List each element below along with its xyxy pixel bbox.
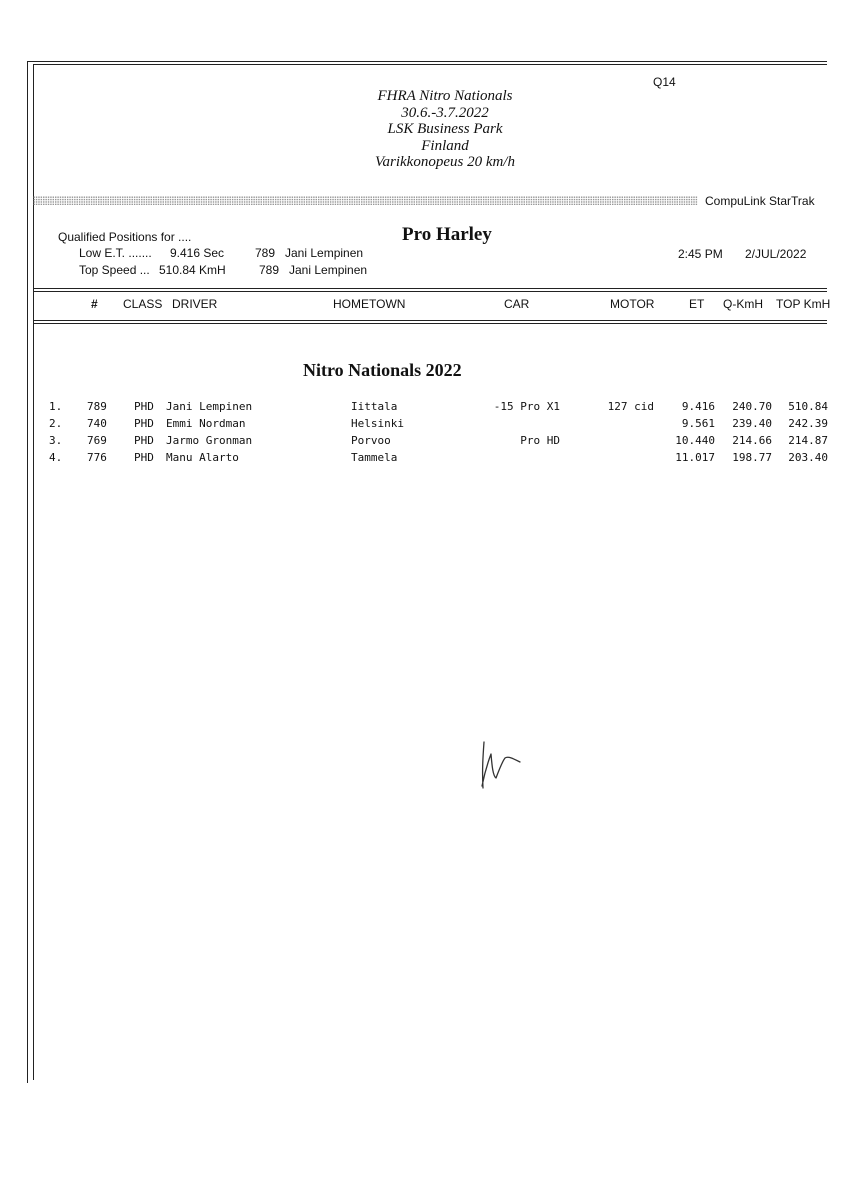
table-row	[0, 451, 848, 467]
top-speed-value: 510.84 KmH	[159, 263, 226, 277]
car-number: 789	[87, 400, 107, 413]
position: 2.	[49, 417, 63, 430]
q-kmh: 198.77	[732, 451, 772, 464]
q-kmh: 239.40	[732, 417, 772, 430]
col-header-motor: MOTOR	[610, 297, 655, 311]
car-number: 740	[87, 417, 107, 430]
hometown: Tammela	[351, 451, 398, 464]
dotted-band	[33, 196, 698, 205]
driver-name: Emmi Nordman	[166, 417, 246, 430]
low-et-value: 9.416 Sec	[170, 246, 225, 260]
motor: 127 cid	[607, 400, 654, 413]
top-speed-number: 789	[259, 263, 280, 277]
hometown: Helsinki	[351, 417, 404, 430]
low-et-number: 789	[255, 246, 276, 260]
col-header-qkmh: Q-KmH	[723, 297, 763, 311]
top-speed-driver: Jani Lempinen	[289, 263, 368, 277]
top-kmh: 214.87	[788, 434, 828, 447]
qualified-label: Qualified Positions for ....	[58, 230, 192, 244]
top-kmh: 510.84	[788, 400, 828, 413]
low-et-driver: Jani Lempinen	[285, 246, 364, 260]
report-time: 2:45 PM	[678, 247, 723, 261]
position: 3.	[49, 434, 63, 447]
col-header-number: #	[91, 297, 98, 311]
top-speed-label: Top Speed ...	[79, 263, 150, 277]
et: 10.440	[675, 434, 715, 447]
car-number: 776	[87, 451, 107, 464]
et: 9.416	[681, 400, 715, 413]
col-header-et: ET	[689, 297, 705, 311]
page-border-top-outer	[27, 61, 827, 62]
q-kmh: 240.70	[732, 400, 772, 413]
col-header-car: CAR	[504, 297, 530, 311]
page-code: Q14	[653, 75, 676, 89]
low-et-label: Low E.T. .......	[79, 246, 152, 260]
class-title: Pro Harley	[402, 224, 492, 245]
system-name: CompuLink StarTrak	[705, 194, 815, 208]
driver-name: Manu Alarto	[166, 451, 239, 464]
col-header-driver: DRIVER	[172, 297, 218, 311]
top-kmh: 242.39	[788, 417, 828, 430]
driver-name: Jani Lempinen	[166, 400, 253, 413]
car: -15 Pro X1	[493, 400, 560, 413]
car-number: 769	[87, 434, 107, 447]
col-header-hometown: HOMETOWN	[333, 297, 406, 311]
et: 11.017	[675, 451, 715, 464]
position: 4.	[49, 451, 63, 464]
col-header-class: CLASS	[123, 297, 163, 311]
class-code: PHD	[134, 451, 154, 464]
event-country: Finland	[421, 137, 469, 154]
top-kmh: 203.40	[788, 451, 828, 464]
position: 1.	[49, 400, 63, 413]
hometown: Iittala	[351, 400, 398, 413]
table-row	[0, 400, 848, 416]
class-code: PHD	[134, 434, 154, 447]
header-rule-top-2	[33, 291, 827, 292]
handwritten-signature	[474, 736, 530, 796]
class-code: PHD	[134, 400, 154, 413]
hometown: Porvoo	[351, 434, 391, 447]
event-name: FHRA Nitro Nationals	[377, 88, 513, 104]
col-header-topkmh: TOP KmH	[776, 297, 831, 311]
table-row	[0, 434, 848, 450]
page-border-left-outer	[27, 61, 28, 1083]
page-border-left-inner	[33, 64, 34, 1080]
page-border-top-inner	[33, 64, 827, 65]
section-title: Nitro Nationals 2022	[303, 360, 462, 380]
report-date: 2/JUL/2022	[745, 247, 807, 261]
table-row	[0, 417, 848, 433]
et: 9.561	[681, 417, 715, 430]
driver-name: Jarmo Gronman	[166, 434, 253, 447]
event-dates: 30.6.-3.7.2022	[401, 104, 489, 121]
event-header	[330, 88, 560, 171]
class-code: PHD	[134, 417, 154, 430]
header-rule-bottom-2	[33, 323, 827, 324]
header-rule-top-1	[33, 288, 827, 289]
car: Pro HD	[520, 434, 560, 447]
q-kmh: 214.66	[732, 434, 772, 447]
header-rule-bottom-1	[33, 320, 827, 321]
event-pit-speed: Varikkonopeus 20 km/h	[375, 154, 515, 170]
event-venue: LSK Business Park	[387, 121, 503, 137]
